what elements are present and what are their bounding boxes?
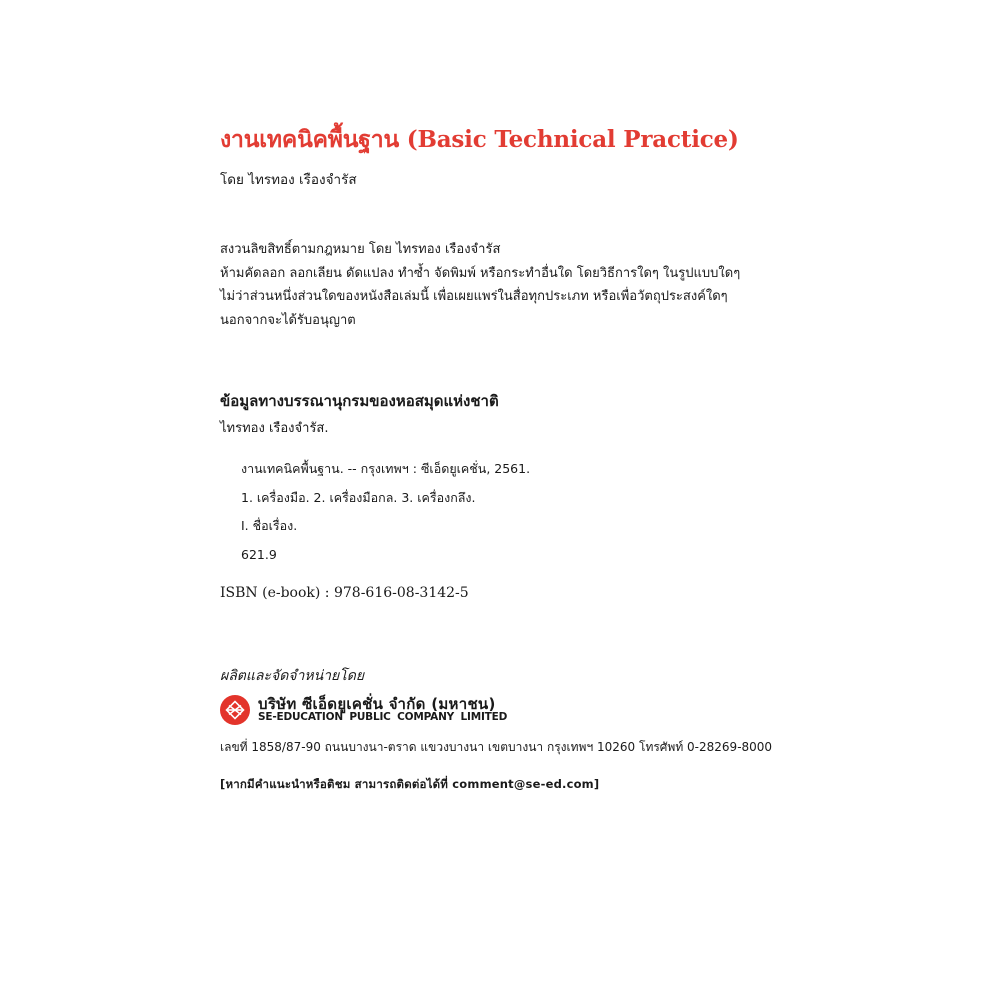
- company-address: เลขที่ 1858/87-90 ถนนบางนา-ตราด แขวงบางนา เขตบางนา กรุงเทพฯ 10260 โทรศัพท์ 0-28269-8000: [220, 740, 773, 754]
- cip-entries: [241, 455, 530, 569]
- copyright-notice: [220, 238, 740, 332]
- copyright-line: ไม่ว่าส่วนหนึ่งส่วนใดของหนังสือเล่มนี้ เพื่อเผยแพร่ในสื่อทุกประเภท หรือเพื่อวัตถุประสงค์ใดๆ: [220, 289, 728, 304]
- company-name-english: SE-EDUCATION PUBLIC COMPANY LIMITED: [258, 711, 508, 723]
- cip-author: ไทรทอง เรืองจำรัส.: [220, 421, 329, 436]
- book-title: งานเทคนิคพื้นฐาน (Basic Technical Practice): [220, 126, 739, 153]
- isbn: ISBN (e-book) : 978-616-08-3142-5: [220, 585, 469, 601]
- cip-heading: ข้อมูลทางบรรณานุกรมของหอสมุดแห่งชาติ: [220, 392, 499, 410]
- cip-entry: งานเทคนิคพื้นฐาน. -- กรุงเทพฯ : ซีเอ็ดยูเคชั่น, 2561.: [241, 461, 531, 476]
- author-line: โดย ไทรทอง เรืองจำรัส: [220, 172, 357, 188]
- produced-by-label: ผลิตและจัดจำหน่ายโดย: [220, 668, 365, 684]
- company-name-thai: บริษัท ซีเอ็ดยูเคชั่น จำกัด (มหาชน): [258, 695, 496, 713]
- copyright-line: นอกจากจะได้รับอนุญาต: [220, 312, 356, 328]
- se-ed-logo-icon: [220, 695, 250, 725]
- copyright-line: ห้ามคัดลอก ลอกเลียน ดัดแปลง ทำซ้ำ จัดพิมพ์ หรือกระทำอื่นใด โดยวิธีการใดๆ ในรูปแบบใดๆ: [220, 265, 741, 281]
- cip-entry: 621.9: [241, 546, 277, 562]
- cip-entry: I. ชื่อเรื่อง.: [241, 518, 298, 533]
- copyright-line: สงวนลิขสิทธิ์ตามกฎหมาย โดย ไทรทอง เรืองจำรัส: [220, 242, 501, 257]
- cip-entry: 1. เครื่องมือ. 2. เครื่องมือกล. 3. เครื่องกลึง.: [241, 489, 476, 505]
- contact-line: [หากมีคำแนะนำหรือติชม สามารถติดต่อได้ที่ comment@se-ed.com]: [220, 777, 600, 791]
